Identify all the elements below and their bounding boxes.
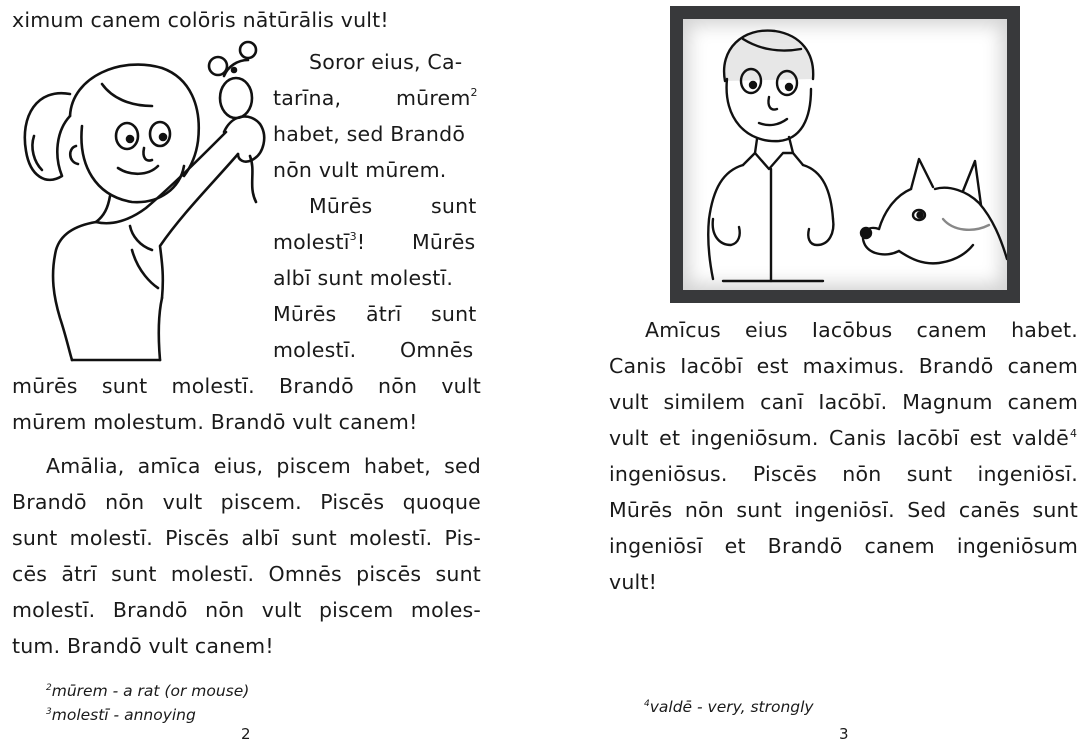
text-line: Amīcus eius Iacōbus canem habet.: [645, 318, 1078, 342]
text-line: Mūrēs: [309, 194, 373, 218]
footnote-ref: 2: [470, 86, 478, 99]
text-line: vult et ingeniōsum. Canis Iacōbī est valdē: [609, 426, 1069, 450]
text-line: ātrī: [366, 302, 402, 326]
text-line: Amālia, amīca eius, piscem habet, sed: [46, 454, 481, 478]
text-line: sunt: [431, 302, 477, 326]
text-line: sunt: [431, 194, 477, 218]
text-line: mūrem$^2$: [396, 86, 478, 110]
girl-holding-mouse-illustration: [12, 36, 270, 366]
text-line: Mūrēs: [412, 230, 476, 254]
text-line: Omnēs: [400, 338, 474, 362]
text-line: ximum canem colōris nātūrālis vult!: [12, 8, 389, 32]
text-line: mūrēs sunt molestī. Brandō nōn vult: [12, 374, 481, 398]
page-number: 2: [241, 725, 251, 743]
footnote: $^4$valdē - very, strongly: [644, 698, 814, 716]
text-line: ingeniōsī et Brandō canem ingeniōsum: [609, 534, 1078, 558]
left-page: [0, 0, 540, 752]
footnote-ref: 3: [349, 230, 357, 243]
text-line: vult similem canī Iacōbī. Magnum canem: [609, 390, 1078, 414]
text-line: habet, sed Brandō: [273, 122, 466, 146]
footnote: $^3$molestī - annoying: [46, 706, 196, 724]
text-line: vult!: [609, 570, 658, 594]
right-page: Amīcus eius Iacōbus canem habet. Canis Iacōbī est maximus. Brandō canem vult similem canī Iacōbī. Magnum canem vult et ingeniōsum. Canis Iacōbī est valdē 4 ingeniōsus. Piscēs nōn sunt ingeniōsī. Mūrēs nōn sunt ingeniōsī. Sed canēs sunt ingeniōsī et Brandō canem ingeniōsum vult! $^4$valdē - very, strongly 3: [609, 318, 1078, 743]
page-number: 3: [839, 725, 849, 743]
text-line: Brandō nōn vult piscem. Piscēs quoque: [12, 490, 481, 514]
text-line: nōn vult mūrem.: [273, 158, 447, 182]
text-line: Mūrēs nōn sunt ingeniōsī. Sed canēs sunt: [609, 498, 1078, 522]
text-line: albī sunt molestī.: [273, 266, 454, 290]
text-line: molestī. Brandō nōn vult piscem moles-: [12, 598, 481, 622]
text-line: molestī$^3$!: [273, 230, 366, 254]
text-line: Mūrēs: [273, 302, 337, 326]
text-line: ingeniōsus. Piscēs nōn sunt ingeniōsī.: [609, 462, 1078, 486]
footnote: $^2$mūrem - a rat (or mouse): [46, 682, 250, 700]
text-line: molestī.: [273, 338, 357, 362]
text-line: tarīna,: [273, 86, 342, 110]
text-line: cēs ātrī sunt molestī. Omnēs piscēs sunt: [12, 562, 481, 586]
text-line: sunt molestī. Piscēs albī sunt molestī. Pis-: [12, 526, 481, 550]
text-line: Soror eius, Ca-: [309, 50, 463, 74]
text-line: mūrem molestum. Brandō vult canem!: [12, 410, 418, 434]
text-line: Canis Iacōbī est maximus. Brandō canem: [609, 354, 1078, 378]
text-line: tum. Brandō vult canem!: [12, 634, 274, 658]
